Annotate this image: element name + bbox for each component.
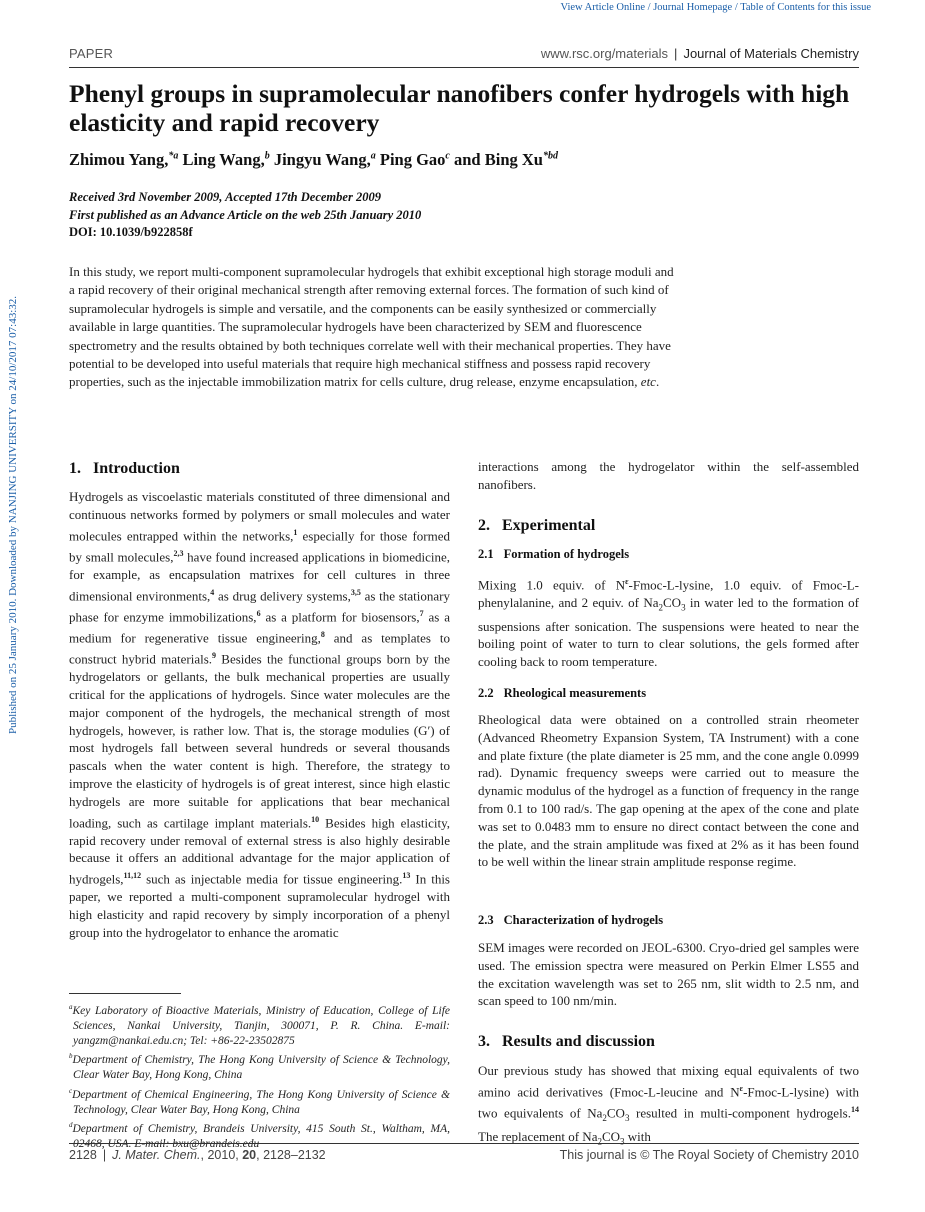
reference-link[interactable]: 10 <box>311 814 320 824</box>
author-name: and Bing Xu <box>454 150 543 169</box>
footnote: $^c$Department of Chemical Engineering, The Hong Kong University of Science & Technology, Clear Water Bay, Hong Kong, China <box>69 1086 450 1116</box>
published-date: First published as an Advance Article on the web 25th January 2010 <box>69 207 422 222</box>
footer-citation: 2128 | J. Mater. Chem., 2010, 20, 2128–2132 <box>69 1148 326 1162</box>
reference-link[interactable]: 8 <box>320 629 325 639</box>
footnote-rule <box>69 993 181 994</box>
page-number: 2128 <box>69 1148 97 1162</box>
author-list: Zhimou Yang,$^{*a}$ Ling Wang,$^b$ Jingyu Wang,$^a$ Ping Gao$^c$ and Bing $Xu^{*bd}$ <box>69 150 558 169</box>
author-name: Ping Gao <box>379 150 446 169</box>
heading-rheological: 2.2 Rheological measurements <box>478 686 647 700</box>
rheological-paragraph: Rheological data were obtained on a controlled strain rheometer (Advanced Rheometry Expansion System, TA Instrument) with a cone and plate fixture (the plate diameter is 25 mm, and the cone angle 0.0999 rad). Dynamic frequency sweeps were carried out to measure the dynamic modulus of the hydrogel as a function of frequency in the range from 0.1 to 100 rad/s. The gap opening at the apex of the cone and plate was set to 0.0483 mm to ensure no direct contact between the cone and the plate, and the strain amplitude was fixed at 2% as it has been found to be well within the linear strain amplitude response regime. <box>478 712 859 870</box>
footer-rule <box>69 1143 859 1144</box>
intro-paragraph: Hydrogels as viscoelastic materials constituted of three dimensional and continuous networks formed by polymers or small molecules and water molecules entrapped within the networks,$^1$ especially for those formed by small molecules,$^{2,3}$ have found increased applications in biomedicine, for example, as encapsulation matrixes for cell cultures in three dimensional environments,$^4$ as drug delivery systems,$^{3,5}$ as the stationary phase for enzyme immobilizations,$^6$ as a platform for biosensors,$^7$ as a medium for regenerative tissue engineering,$^8$ and as templates to construct hybrid materials.$^9$ Besides the functional groups born by the hydrogelators or gellants, the bulk mechanical properties are usually critical for the applications of hydrogels. Since water molecules are the major component of the hydrogels, the mechanical strength of most hydrogels, however, is rather low. That is, the storage modulies (G′) of most hydrogels fall between several hundreds or several thousands pascals when the water content is high. Therefore, the strategy to improve the elasticity of hydrogels is of great interest, since high elastic hydrogels are more suitable for applications that bear mechanical loading, such as cartilage implant materials.$^{10}$ Besides high elasticity, rapid recovery under removal of external stress is also highly desirable because it offers an additional advantage for the major application of hydrogels,$^{11,12}$ such as injectable media for tissue engineering.$^{13}$ In this paper, we reported a multi-component supramolecular hydrogel with high elasticity and rapid recovery by simply incorporation of a phenyl group into the hydrogelator to enhance the aromatic <box>69 489 451 940</box>
footnote: $^b$Department of Chemistry, The Hong Kong University of Science & Technology, Clear Water Bay, Hong Kong, China <box>69 1052 450 1082</box>
reference-link[interactable]: 2,3 <box>173 548 184 558</box>
footnote: $^a$Key Laboratory of Bioactive Materials, Ministry of Education, College of Life Sciences, Nankai University, Tianjin, 300071, P. R. China. E-mail: yangzm@nankai.edu.cn; Tel: +86-22-23502875 <box>69 1003 450 1048</box>
author-name: Zhimou Yang, <box>69 150 169 169</box>
heading-results: 3. Results and discussion <box>478 1033 655 1050</box>
journal-url: www.rsc.org/materials <box>540 46 669 61</box>
abstract: In this study, we report multi-component supramolecular hydrogels that exhibit exceptional high storage moduli and a rapid recovery of their original mechanical strength after removing external forces. The formation of such kind of supramolecular hydrogels is simple and versatile, and the components can be easily synthesized or commercially available in large quantities. The supramolecular hydrogels have been characterized by SEM and fluorescence spectrometry and the results obtained by both techniques correlate well with their mechanical properties. They have potential to be developed into useful materials that require high mechanical stiffness and possess rapid recovery properties, such as the injectable immobilization matrix for cells culture, drug release, enzyme encapsulation, etc. <box>69 264 674 390</box>
received-date: Received 3rd November 2009, Accepted 17th December 2009 <box>69 190 381 204</box>
view-article-online-link[interactable]: View Article Online <box>560 2 646 13</box>
characterization-paragraph: SEM images were recorded on JEOL-6300. Cryo-dried gel samples were used. The emission spectra were measured on Perkin Elmer LS55 and the excitation wavelength was set to 265 nm, slit width to 2.5 nm, and scan speed to 100 nm/min. <box>478 940 859 1009</box>
heading-introduction: 1. Introduction <box>69 460 180 477</box>
heading-experimental: 2. Experimental <box>478 517 596 534</box>
download-sidebar-link[interactable]: Published on 25 January 2010. Downloaded by NANJING UNIVERSITY on 24/10/2017 07:43:32. <box>7 295 19 734</box>
reference-link[interactable]: 14 <box>851 1104 859 1114</box>
intro-continuation: interactions among the hydrogelator within the self-assembled nanofibers. <box>478 459 859 492</box>
footer-copyright: This journal is © The Royal Society of Chemistry 2010 <box>559 1148 859 1162</box>
formation-paragraph: Mixing 1.0 equiv. of $N^\varepsilon-Fmoc-L$-lysine, 1.0 equiv. of Fmoc-L-phenylalanine, and 2 equiv. of $Na_2CO_3$ in water led to the formation of suspensions after sonication. The suspensions were heated to near the boiling point of water to turn to clear solutions, the gels formed after cooling back to room temperature. <box>478 577 859 670</box>
reference-link[interactable]: 6 <box>256 608 261 618</box>
article-dates <box>69 189 421 242</box>
author-name: Ling Wang, <box>182 150 265 169</box>
reference-link[interactable]: 4 <box>210 587 215 597</box>
results-paragraph: Our previous study has showed that mixing equal equivalents of two amino acid derivatives (Fmoc-L-leucine and $N^\varepsilon-Fmoc-L-lysine$) with two equivalents of $Na_2CO_3$ resulted in multi-component hydrogels.$^{14}$ The replacement of $Na_2CO_3$ with <box>478 1063 859 1147</box>
doi[interactable]: DOI: 10.1039/b922858f <box>69 225 193 239</box>
header-rule <box>69 67 859 68</box>
reference-link[interactable]: 1 <box>293 527 298 537</box>
section-label: PAPER <box>69 46 114 61</box>
author-name: Jingyu Wang, <box>273 150 371 169</box>
reference-link[interactable]: 13 <box>402 871 411 881</box>
reference-link[interactable]: 9 <box>212 651 217 661</box>
heading-characterization: 2.3 Characterization of hydrogels <box>478 913 664 927</box>
reference-link[interactable]: 11,12 <box>123 871 142 881</box>
top-links: View Article Online / Journal Homepage / Table of Contents for this issue <box>560 2 871 13</box>
reference-link[interactable]: 7 <box>419 608 424 618</box>
heading-formation: 2.1 Formation of hydrogels <box>478 547 630 561</box>
table-of-contents-link[interactable]: Table of Contents for this issue <box>740 2 871 13</box>
journal-header: www.rsc.org/materials | Journal of Materials Chemistry <box>540 46 859 61</box>
reference-link[interactable]: 3,5 <box>350 587 361 597</box>
affiliation-footnotes <box>69 1000 450 1152</box>
footnote: $^d$Department of Chemistry, Brandeis University, 415 South St., Waltham, MA, 02468, USA. E-mail: bxu@brandeis.edu <box>69 1120 450 1150</box>
download-sidebar <box>7 234 25 734</box>
journal-homepage-link[interactable]: Journal Homepage <box>653 2 733 13</box>
journal-name: Journal of Materials Chemistry <box>683 46 859 61</box>
article-title: Phenyl groups in supramolecular nanofibers confer hydrogels with high elasticity and rapid recovery <box>69 79 850 137</box>
